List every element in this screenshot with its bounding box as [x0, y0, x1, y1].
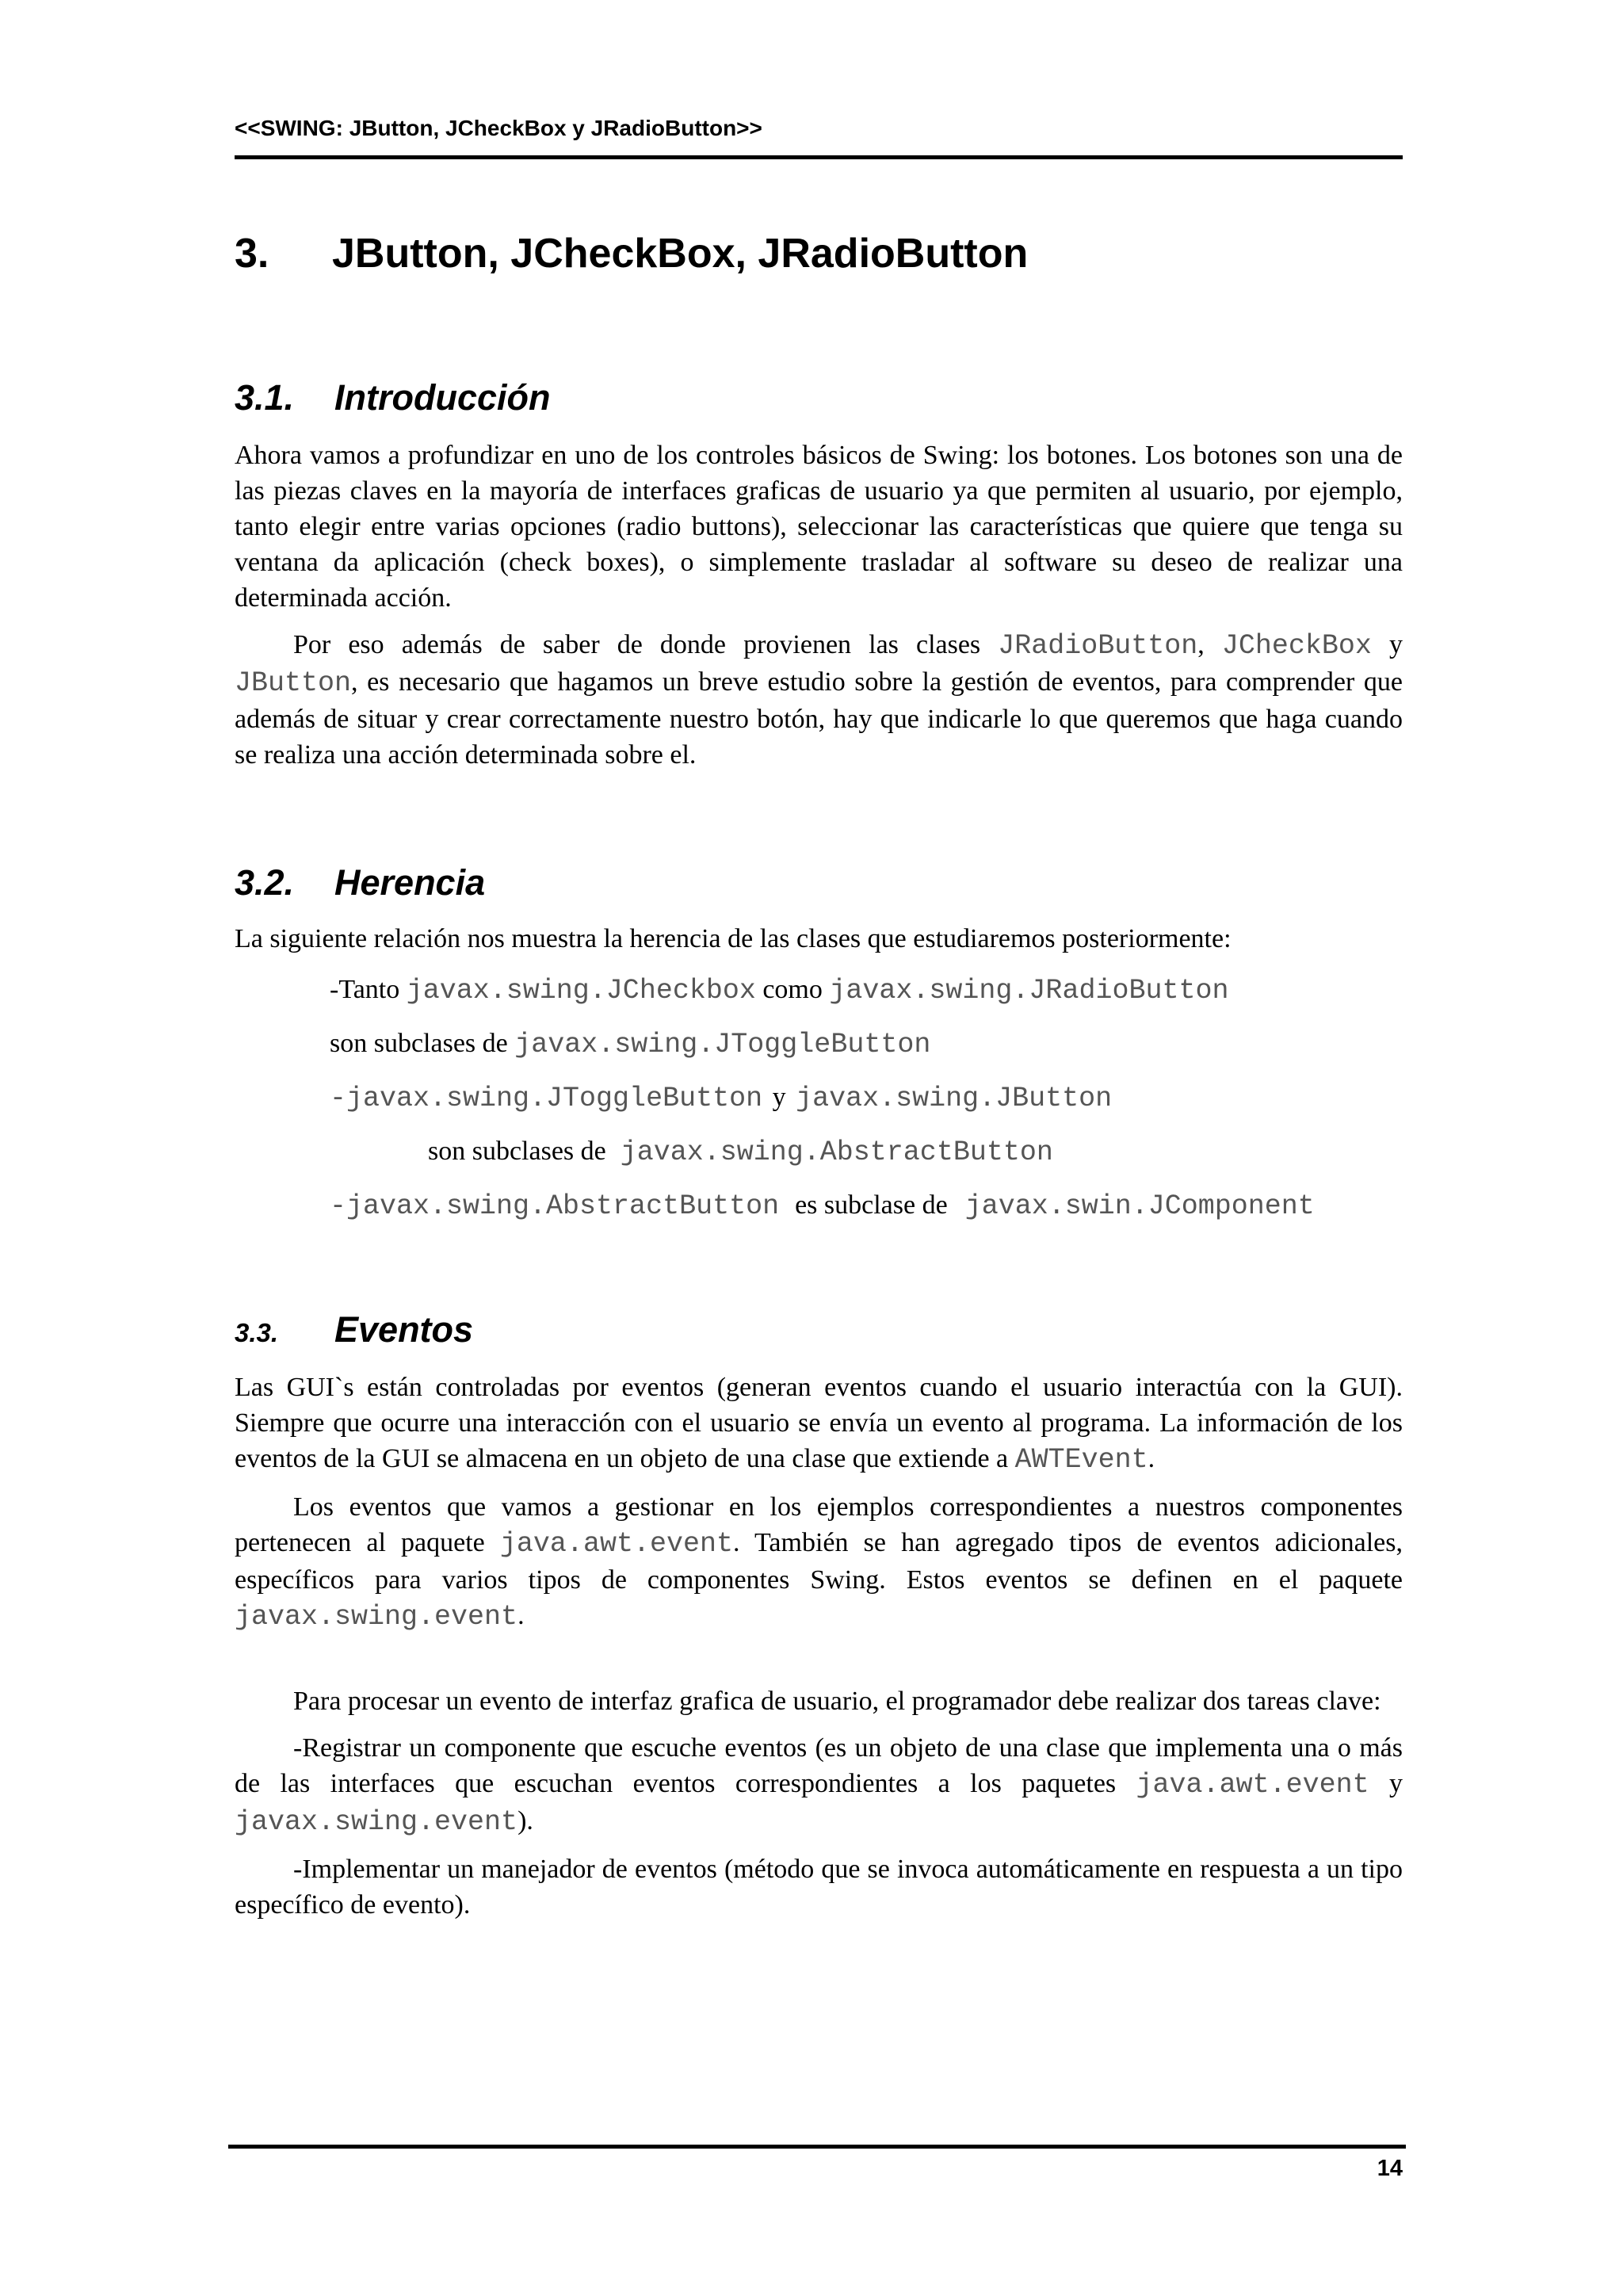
text-run: -Tanto	[330, 975, 407, 1004]
paragraph: La siguiente relación nos muestra la herencia de las clases que estudiaremos posteriormente:	[235, 924, 1232, 953]
code-term: java.awt.event	[1136, 1769, 1369, 1801]
paragraph	[235, 1730, 1403, 1840]
text-run: son subclases de	[330, 1029, 515, 1058]
section-heading-eventos	[235, 1309, 473, 1350]
herencia-intro	[235, 921, 1403, 957]
chapter-title	[235, 230, 1028, 277]
text-run: Las GUI`s están controladas por eventos (generan eventos cuando el usuario interactúa con la GUI). Siempre que ocurre una interacción con el usuario se envía un evento al programa. La información de los eventos de la GUI se almacena en un objeto de una clase que extiende a	[235, 1373, 1403, 1473]
section-eventos-body	[235, 1370, 1403, 1923]
inheritance-line	[330, 1083, 1112, 1114]
code-term: AWTEvent	[1014, 1444, 1148, 1476]
code-term: javax.swing.event	[235, 1601, 518, 1633]
code-term: javax.swing.JButton	[796, 1083, 1113, 1114]
text-run: . También se han agregado tipos de eventos adicionales, específicos para varios tipos de componentes Swing. Estos eventos se definen en el paquete	[235, 1528, 1403, 1595]
code-term: javax.swing.AbstractButton	[620, 1137, 1053, 1168]
section-introduccion-body	[235, 437, 1403, 773]
code-term: javax.swing.JRadioButton	[829, 975, 1229, 1007]
paragraph	[235, 1489, 1403, 1635]
paragraph	[235, 1370, 1403, 1478]
code-term: javax.swing.JCheckbox	[406, 975, 756, 1007]
section-number: 3.3.	[235, 1318, 279, 1347]
code-term: -javax.swing.AbstractButton	[330, 1190, 780, 1222]
code-term: JCheckBox	[1221, 630, 1372, 662]
section-title: Eventos	[334, 1309, 474, 1350]
text-run: y	[1369, 1769, 1403, 1798]
text-run: ).	[517, 1806, 533, 1836]
text-run: y	[772, 1083, 786, 1112]
code-term: javax.swing.JToggleButton	[514, 1029, 931, 1060]
text-run: como	[755, 975, 830, 1004]
section-title: Herencia	[334, 862, 486, 903]
text-run: son subclases de	[428, 1137, 606, 1166]
text-run: ,	[1197, 630, 1222, 659]
code-term: JButton	[235, 667, 352, 699]
inheritance-line	[330, 975, 1228, 1007]
footer-rule	[228, 2145, 1406, 2149]
text-run: y	[1371, 630, 1403, 659]
text-run: .	[517, 1601, 525, 1630]
paragraph	[235, 627, 1403, 773]
section-heading-herencia	[235, 862, 485, 904]
header-rule	[235, 155, 1403, 159]
text-run: -Registrar un componente que escuche eventos (es un objeto de una clase que implementa una o más de las interfaces que escuchan eventos correspondientes a los paquetes	[235, 1733, 1403, 1798]
code-term: javax.swing.event	[235, 1806, 518, 1838]
code-term: JRadioButton	[998, 630, 1198, 662]
paragraph: Ahora vamos a profundizar en uno de los controles básicos de Swing: los botones. Los botones son una de las piezas claves en la mayoría de interfaces graficas de usuario ya que permiten al usuario, por ejemplo, tanto elegir entre varias opciones (radio buttons), seleccionar las características que quiere que tenga su ventana da aplicación (check boxes), o simplemente trasladar al software su deseo de realizar una determinada acción.	[235, 441, 1403, 613]
chapter-title-text: JButton, JCheckBox, JRadioButton	[332, 231, 1029, 277]
text-run: es subclase de	[795, 1190, 948, 1220]
page-number: 14	[1377, 2156, 1403, 2181]
running-header: <<SWING: JButton, JCheckBox y JRadioButton>>	[235, 116, 762, 140]
inheritance-line	[330, 1190, 1315, 1222]
inheritance-line	[330, 1029, 930, 1060]
section-title: Introducción	[334, 377, 551, 418]
chapter-number: 3.	[235, 231, 269, 277]
code-term: java.awt.event	[499, 1528, 733, 1560]
text-run: .	[1148, 1444, 1155, 1473]
inheritance-line	[428, 1137, 1053, 1168]
code-term: -javax.swing.JToggleButton	[330, 1083, 763, 1114]
text-run: , es necesario que hagamos un breve estudio sobre la gestión de eventos, para comprender que además de situar y crear correctamente nuestro botón, hay que indicarle lo que queremos que haga cuando se realiza una acción determinada sobre el.	[235, 667, 1403, 770]
text-run: Por eso además de saber de donde provienen las clases	[293, 630, 999, 659]
text-run: Los eventos que vamos a gestionar en los ejemplos correspondientes a nuestros componentes pertenecen al paquete	[235, 1492, 1403, 1557]
paragraph: -Implementar un manejador de eventos (método que se invoca automáticamente en respuesta a un tipo específico de evento).	[235, 1855, 1403, 1920]
paragraph: Para procesar un evento de interfaz grafica de usuario, el programador debe realizar dos tareas clave:	[293, 1687, 1381, 1716]
section-heading-introduccion	[235, 377, 550, 418]
section-number: 3.2.	[235, 862, 295, 903]
section-number: 3.1.	[235, 377, 295, 418]
code-term: javax.swin.JComponent	[964, 1190, 1315, 1222]
